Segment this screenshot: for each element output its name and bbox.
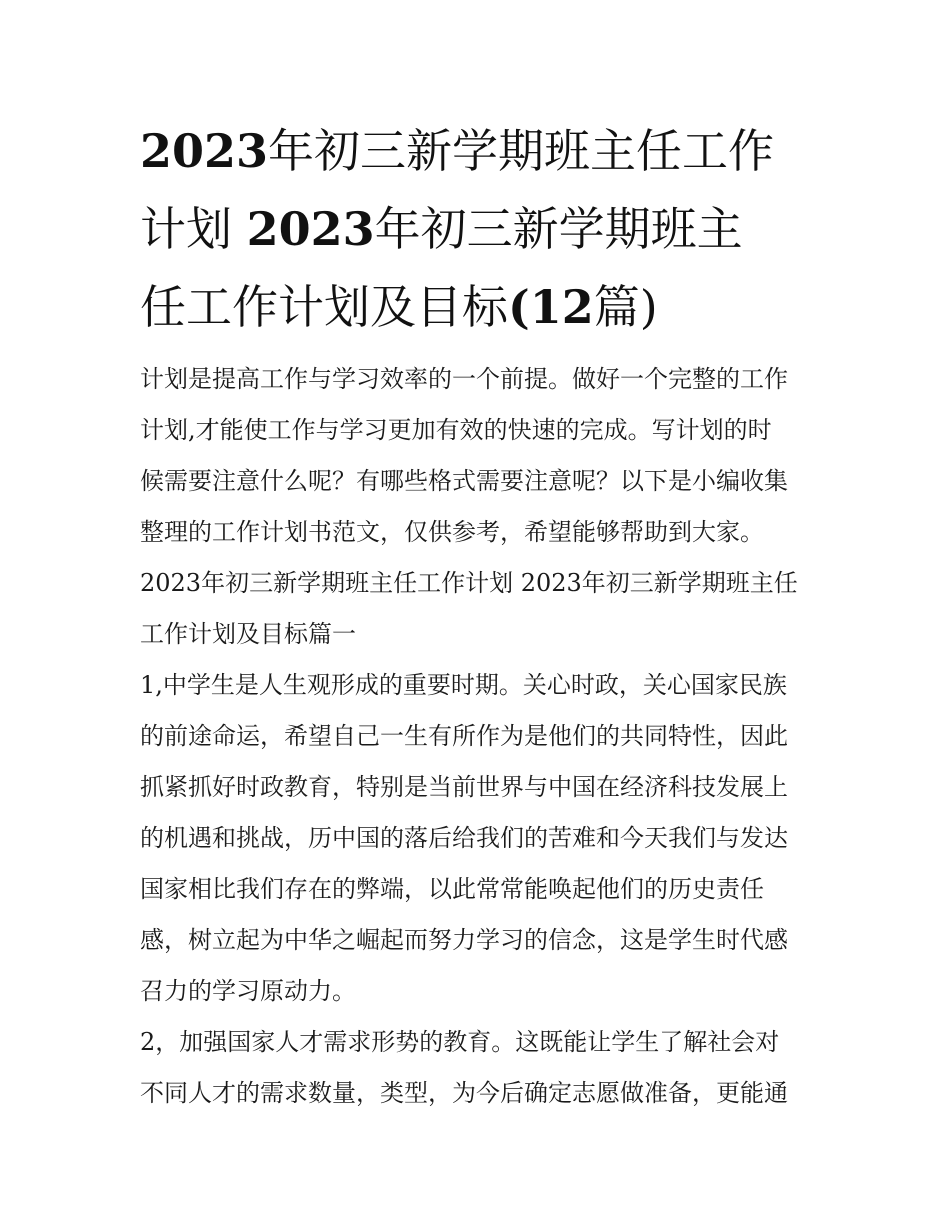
body-line: 计划是提高工作与学习效率的一个前提。做好一个完整的工作 (140, 365, 788, 393)
body-line: 2023年初三新学期班主任工作计划 2023年初三新学期班主任 (140, 569, 798, 597)
body-line: 召力的学习原动力。 (140, 977, 356, 1005)
document-title (140, 112, 812, 346)
body-line: 的前途命运，希望自己一生有所作为是他们的共同特性，因此 (140, 722, 788, 750)
title-line-3: 任工作计划及目标(12篇) (140, 280, 658, 334)
body-line: 整理的工作计划书范文，仅供参考，希望能够帮助到大家。 (140, 518, 764, 546)
document-page (140, 112, 812, 1119)
body-line: 2，加强国家人才需求形势的教育。这既能让学生了解社会对 (140, 1028, 780, 1056)
body-line: 1,中学生是人生观形成的重要时期。关心时政，关心国家民族 (140, 671, 787, 699)
title-line-2: 计划 2023年初三新学期班主 (140, 202, 743, 256)
title-line-1: 2023年初三新学期班主任工作 (140, 124, 775, 178)
body-line: 抓紧抓好时政教育，特别是当前世界与中国在经济科技发展上 (140, 773, 788, 801)
body-line: 感，树立起为中华之崛起而努力学习的信念，这是学生时代感 (140, 926, 788, 954)
body-line: 候需要注意什么呢？有哪些格式需要注意呢？以下是小编收集 (140, 467, 788, 495)
body-line: 工作计划及目标篇一 (140, 620, 356, 648)
document-body (140, 354, 812, 1119)
body-line: 国家相比我们存在的弊端，以此常常能唤起他们的历史责任 (140, 875, 764, 903)
body-line: 的机遇和挑战，历中国的落后给我们的苦难和今天我们与发达 (140, 824, 788, 852)
body-line: 不同人才的需求数量，类型，为今后确定志愿做准备，更能通 (140, 1079, 788, 1107)
body-line: 计划,才能使工作与学习更加有效的快速的完成。写计划的时 (140, 416, 772, 444)
